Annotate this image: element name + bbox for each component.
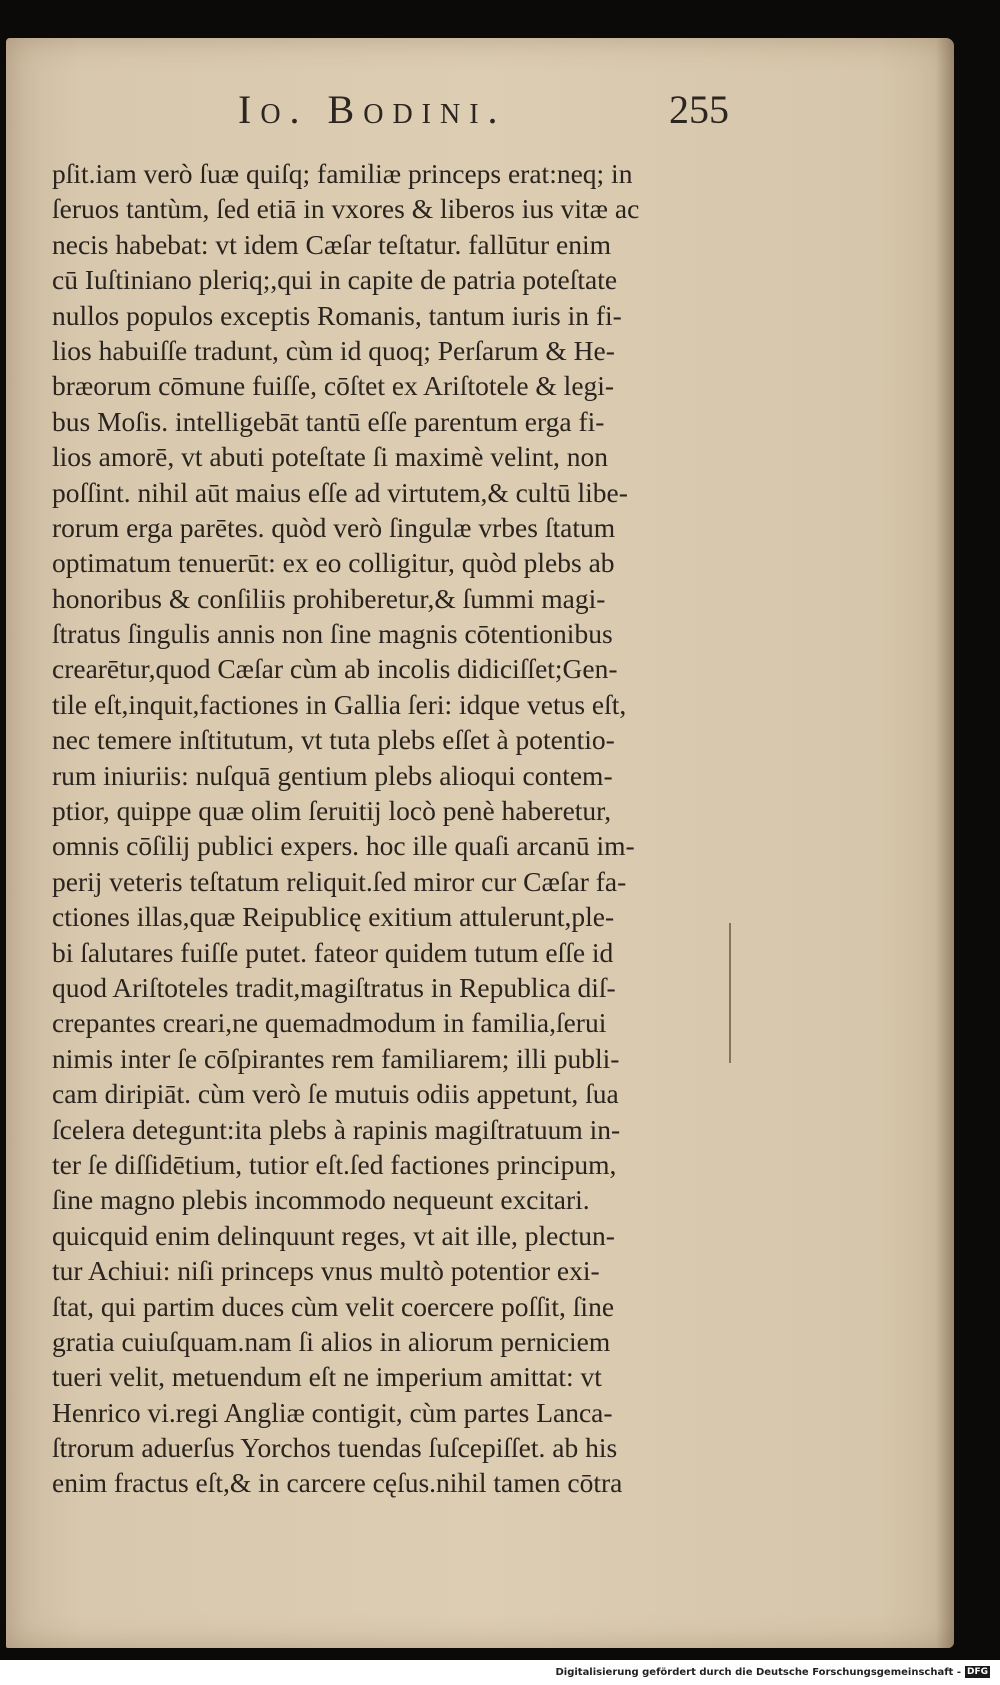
text-line: nimis inter ſe cōſpirantes rem familiarem; illi publi-: [52, 1042, 620, 1074]
text-line: bi ſalutares fuiſſe putet. fateor quidem tutum eſſe id: [52, 936, 614, 968]
text-line: ter ſe diſſidētium, tutior eſt.ſed factiones principum,: [52, 1148, 617, 1180]
text-line: rorum erga parētes. quòd verò ſingulæ vrbes ſtatum: [52, 511, 616, 543]
text-line: quicquid enim delinquunt reges, vt ait ille, plectun-: [52, 1219, 615, 1251]
text-line: enim fractus eſt,& in carcere cęſus.nihil tamen cōtra: [52, 1467, 623, 1499]
book-page: [6, 38, 954, 1648]
page-header: [6, 86, 954, 156]
body-text: [52, 156, 732, 1501]
text-line: ptior, quippe quæ olim ſeruitij locò penè haberetur,: [52, 795, 612, 827]
text-line: rum iniuriis: nuſquā gentium plebs alioqui contem-: [52, 759, 613, 791]
text-line: ſcelera detegunt:ita plebs à rapinis magiſtratuum in-: [52, 1113, 621, 1145]
text-line: bus Moſis. intelligebāt tantū eſſe parentum erga fi-: [52, 405, 605, 437]
text-line: quod Ariſtoteles tradit,magiſtratus in Republica diſ-: [52, 971, 616, 1003]
page-number: 255: [669, 87, 729, 132]
text-line: bræorum cōmune fuiſſe, cōſtet ex Ariſtotele & legi-: [52, 370, 615, 402]
text-line: crepantes creari,ne quemadmodum in familia,ſerui: [52, 1007, 607, 1039]
text-line: ſtratus ſingulis annis non ſine magnis cōtentionibus: [52, 618, 613, 650]
text-line: nec temere inſtitutum, vt tuta plebs eſſet à potentio-: [52, 724, 615, 756]
digitization-credit: Digitalisierung gefördert durch die Deutsche Forschungsgemeinschaft -: [555, 1666, 961, 1678]
text-line: tueri velit, metuendum eſt ne imperium amittat: vt: [52, 1361, 602, 1393]
text-line: omnis cōſilij publici expers. hoc ille quaſi arcanū im-: [52, 830, 635, 862]
text-line: cam diripiāt. cùm verò ſe mutuis odiis appetunt, ſua: [52, 1078, 619, 1110]
text-line: poſſint. nihil aūt maius eſſe ad virtutem,& cultū libe-: [52, 476, 628, 508]
text-line: lios amorē, vt abuti poteſtate ſi maximè velint, non: [52, 441, 608, 473]
text-line: optimatum tenuerūt: ex eo colligitur, quòd plebs ab: [52, 547, 615, 579]
text-line: perij veteris teſtatum reliquit.ſed miror cur Cæſar fa-: [52, 865, 627, 897]
text-line: ſine magno plebis incommodo nequeunt excitari.: [52, 1184, 590, 1216]
text-line: tile eſt,inquit,factiones in Gallia ſeri: idque vetus eſt,: [52, 688, 627, 720]
dfg-logo-icon: DFG: [966, 1667, 988, 1677]
text-line: Henrico vi.regi Angliæ contigit, cùm partes Lanca-: [52, 1396, 613, 1428]
running-head: Io. Bodini.: [238, 87, 507, 132]
text-line: necis habebat: vt idem Cæſar teſtatur. fallūtur enim: [52, 228, 612, 260]
text-line: ſeruos tantùm, ſed etiā in vxores & liberos ius vitæ ac: [52, 193, 640, 225]
margin-annotation-mark: [729, 923, 735, 1063]
text-line: ſtat, qui partim duces cùm velit coercere poſſit, ſine: [52, 1290, 615, 1322]
text-line: lios habuiſſe tradunt, cùm id quoq; Perſarum & He-: [52, 334, 615, 366]
digitization-footer: [555, 1666, 990, 1678]
text-line: tur Achiui: niſi princeps vnus multò potentior exi-: [52, 1255, 600, 1287]
text-line: ctiones illas,quæ Reipublicę exitium attulerunt,ple-: [52, 901, 615, 933]
text-line: ſtrorum aduerſus Yorchos tuendas ſuſcepiſſet. ab his: [52, 1432, 618, 1464]
text-line: nullos populos exceptis Romanis, tantum iuris in fi-: [52, 299, 622, 331]
text-line: pſit.iam verò ſuæ quiſq; familiæ princeps erat:neq; in: [52, 158, 633, 189]
text-line: honoribus & conſiliis prohiberetur,& ſummi magi-: [52, 582, 606, 614]
text-line: cū Iuſtiniano pleriq;,qui in capite de patria poteſtate: [52, 264, 618, 296]
text-line: gratia cuiuſquam.nam ſi alios in aliorum perniciem: [52, 1325, 611, 1357]
text-line: crearētur,quod Cæſar cùm ab incolis didiciſſet;Gen-: [52, 653, 618, 685]
